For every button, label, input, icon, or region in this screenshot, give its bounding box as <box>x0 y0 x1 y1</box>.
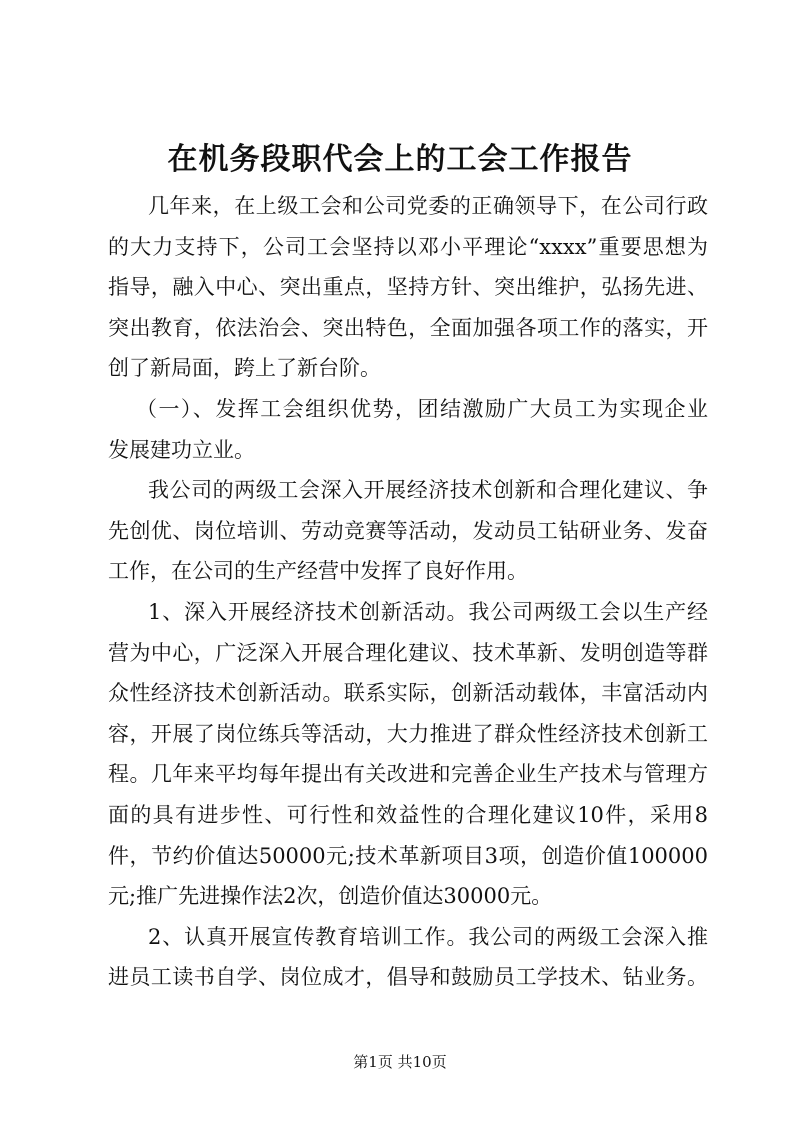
text-line: 先创优、岗位培训、劳动竞赛等活动，发动员工钻研业务、发奋 <box>108 518 708 543</box>
document-title: 在机务段职代会上的工会工作报告 <box>167 142 633 177</box>
text-line: 程。几年来平均每年提出有关改进和完善企业生产技术与管理方 <box>108 762 708 787</box>
text-line: 件，节约价值达50000元;技术革新项目3项，创造价值100000 <box>108 843 708 868</box>
document-body <box>108 186 708 998</box>
text-line: 元;推广先进操作法2次，创造价值达30000元。 <box>108 884 553 909</box>
text-line: 指导，融入中心、突出重点，坚持方针、突出维护，弘扬先进、 <box>108 275 708 300</box>
text-line: 工作，在公司的生产经营中发挥了良好作用。 <box>108 559 528 584</box>
text-line: 容，开展了岗位练兵等活动，大力推进了群众性经济技术创新工 <box>108 721 708 746</box>
text-line: 1、深入开展经济技术创新活动。我公司两级工会以生产经 <box>148 599 708 624</box>
text-line: 进员工读书自学、岗位成才，倡导和鼓励员工学技术、钻业务。 <box>108 965 708 990</box>
section-heading-line: 发展建功立业。 <box>108 437 255 462</box>
page-number-footer: 第1页 共10页 <box>353 1053 447 1071</box>
text-line: 突出教育，依法治会、突出特色，全面加强各项工作的落实，开 <box>108 315 708 340</box>
text-line: 2、认真开展宣传教育培训工作。我公司的两级工会深入推 <box>148 924 708 949</box>
section-heading-line: （一）、发挥工会组织优势，团结激励广大员工为实现企业 <box>136 396 708 421</box>
text-line: 几年来，在上级工会和公司党委的正确领导下，在公司行政 <box>148 194 708 218</box>
text-line: 面的具有进步性、可行性和效益性的合理化建议10件，采用8 <box>108 802 708 827</box>
text-line: 营为中心，广泛深入开展合理化建议、技术革新、发明创造等群 <box>108 640 708 665</box>
text-line: 众性经济技术创新活动。联系实际，创新活动载体，丰富活动内 <box>108 681 708 706</box>
text-line: 创了新局面，跨上了新台阶。 <box>108 356 381 381</box>
text-line: 我公司的两级工会深入开展经济技术创新和合理化建议、争 <box>148 478 708 503</box>
text-line: 的大力支持下，公司工会坚持以邓小平理论“xxxx”重要思想为 <box>108 234 708 259</box>
